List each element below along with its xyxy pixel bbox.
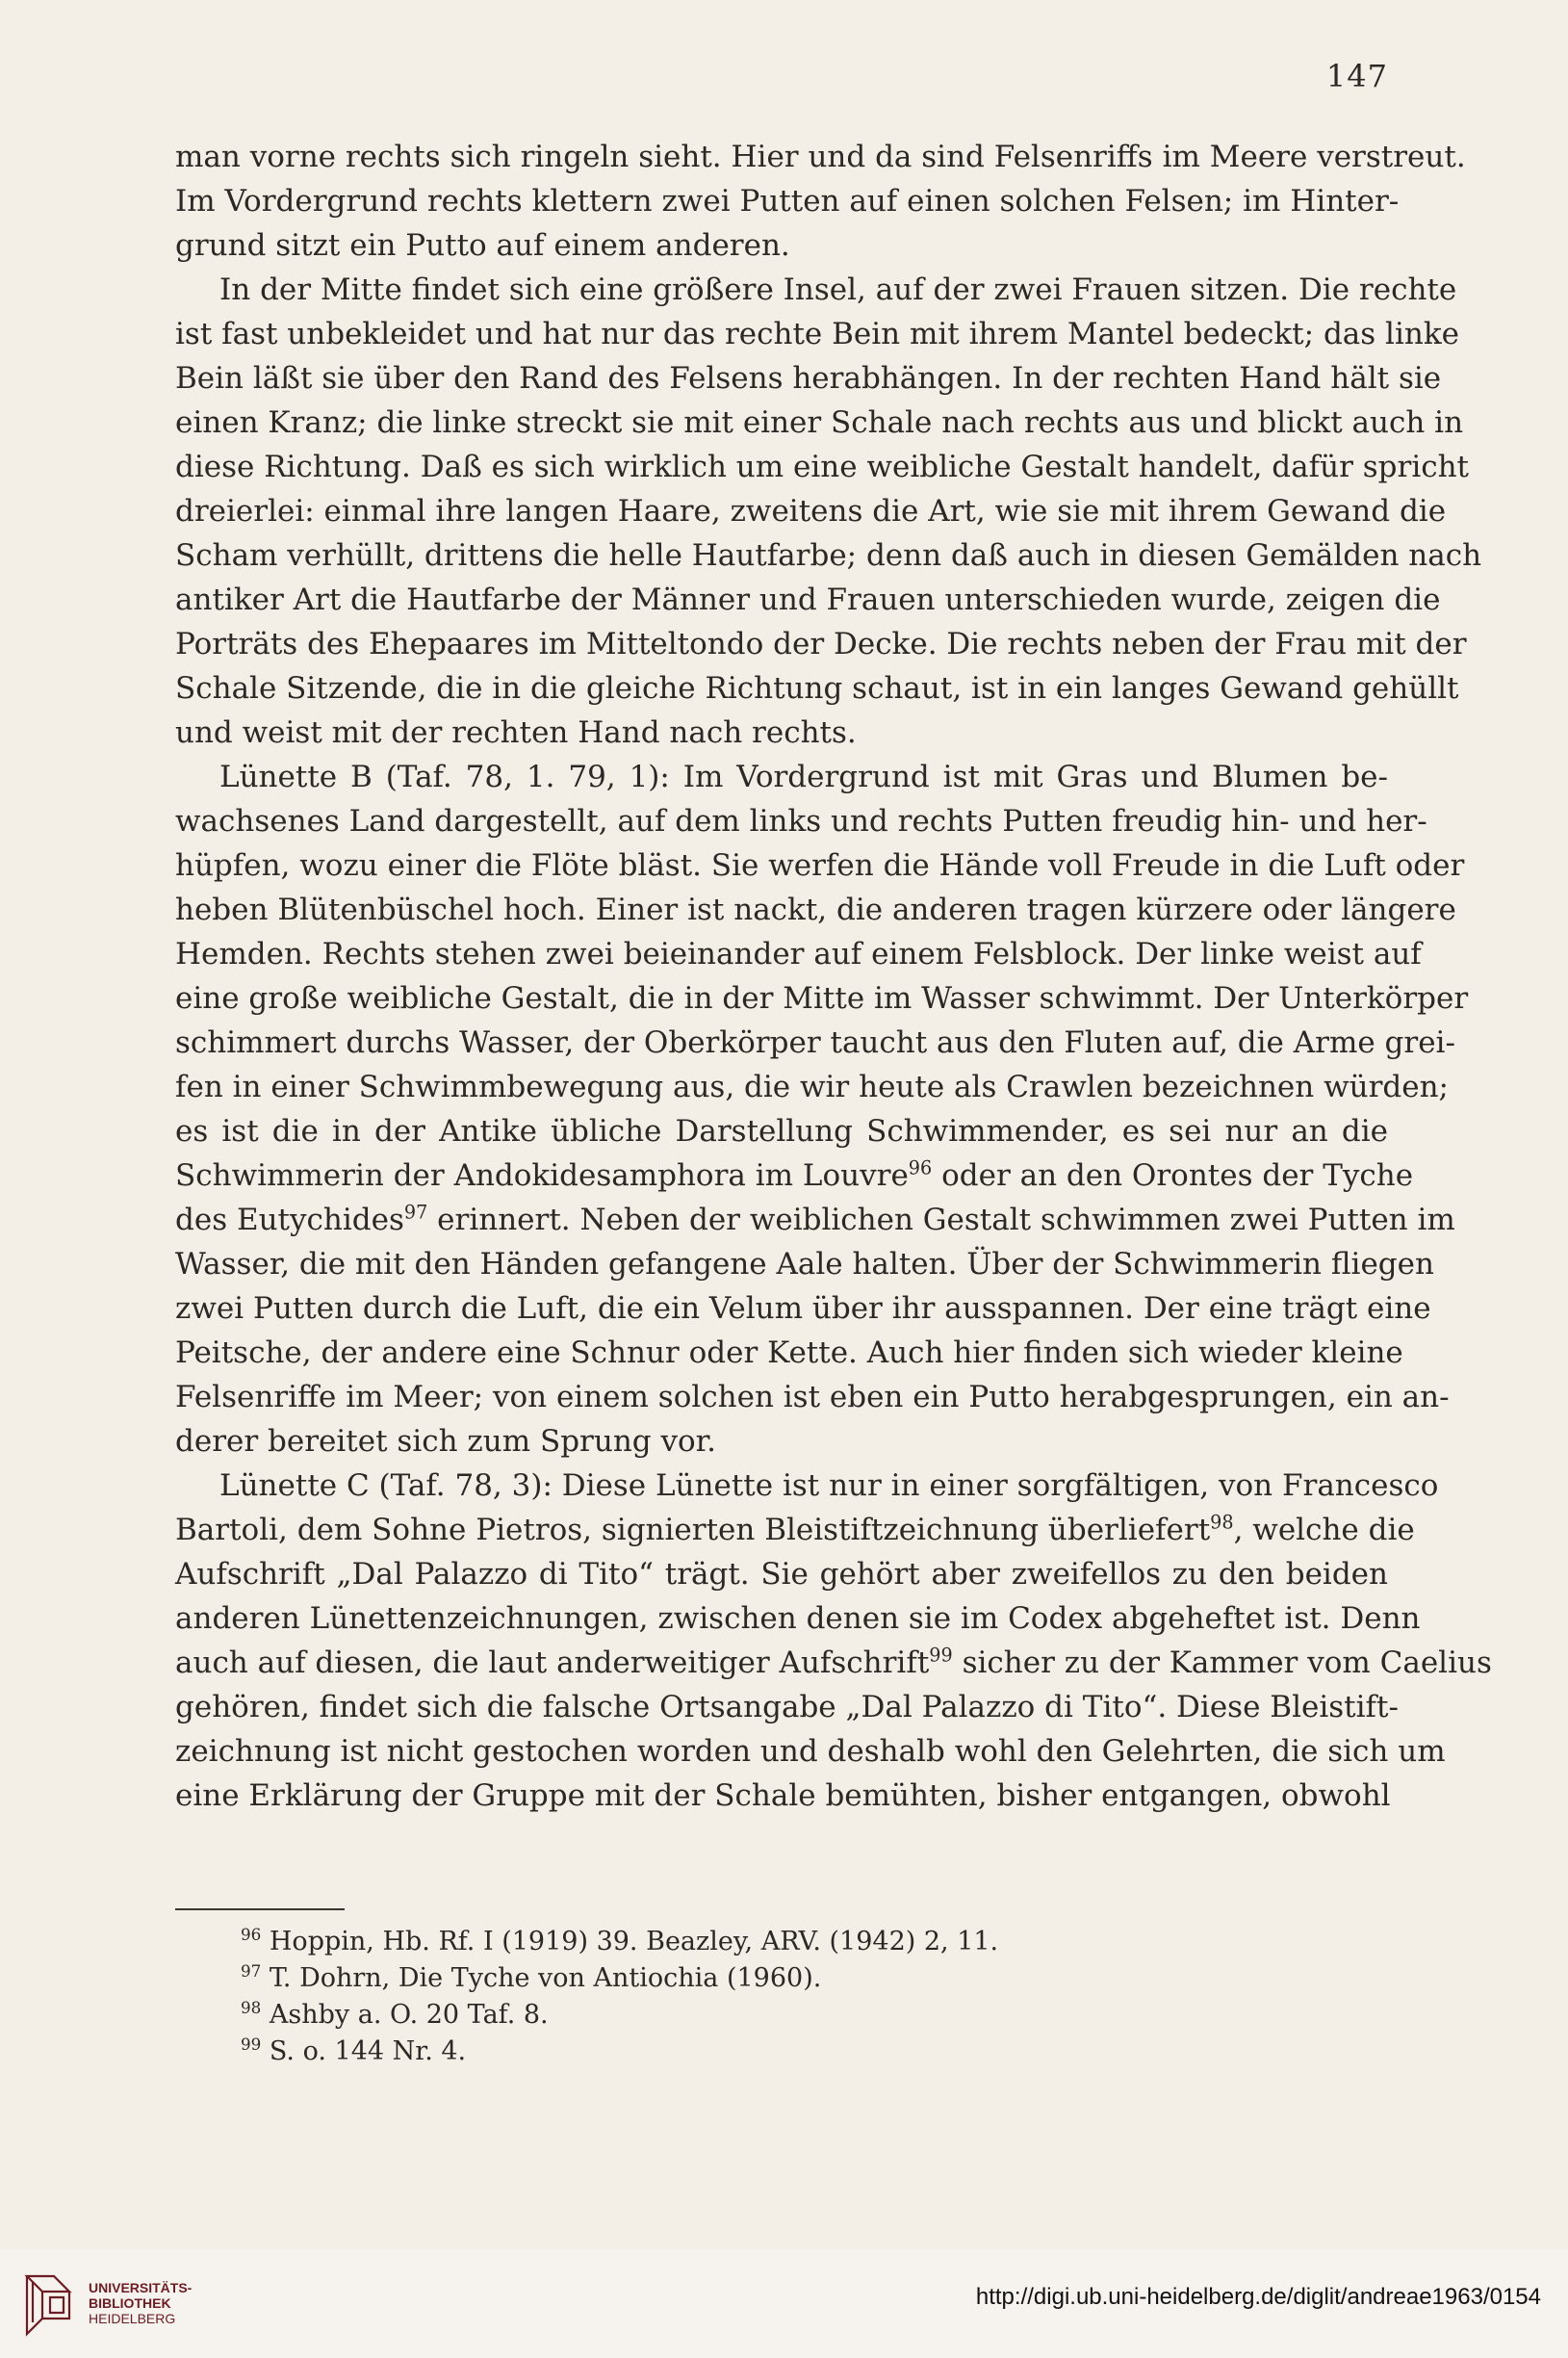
text-line: Peitsche, der andere eine Schnur oder Kette. Auch hier finden sich wieder kleine <box>175 1335 1403 1370</box>
text-line: Felsenriffe im Meer; von einem solchen ist eben ein Putto herabgesprungen, ein an- <box>175 1380 1450 1414</box>
text-line: heben Blütenbüschel hoch. Einer ist nackt, die anderen tragen kürzere oder längere <box>175 893 1456 927</box>
footnote-text: Ashby a. O. 20 Taf. 8. <box>269 2000 549 2030</box>
footnote <box>241 1997 1299 2034</box>
footnote-ref: 96 <box>908 1156 933 1179</box>
footnote <box>241 2034 1299 2070</box>
text-line: es ist die in der Antike übliche Darstellung Schwimmender, es sei nur an die <box>175 1114 1388 1149</box>
text-line: fen in einer Schwimmbewegung aus, die wir heute als Crawlen bezeichnen würden; <box>175 1070 1449 1104</box>
text-line: Im Vordergrund rechts klettern zwei Putten auf einen solchen Felsen; im Hinter- <box>175 184 1400 219</box>
footnote-divider <box>175 1908 345 1910</box>
text-line: eine Erklärung der Gruppe mit der Schale bemühten, bisher entgangen, obwohl <box>175 1778 1391 1813</box>
footnote <box>241 1960 1299 1997</box>
text-line: In der Mitte findet sich eine größere Insel, auf der zwei Frauen sitzen. Die rechte <box>219 272 1457 307</box>
text-line: man vorne rechts sich ringeln sieht. Hier und da sind Felsenriffs im Meere verstreut. <box>175 140 1466 174</box>
text-line: eine große weibliche Gestalt, die in der Mitte im Wasser schwimmt. Der Unterkörper <box>175 981 1469 1016</box>
text-line: gehören, findet sich die falsche Ortsangabe „Dal Palazzo di Tito“. Diese Bleistift- <box>175 1690 1399 1724</box>
footnote-text: T. Dohrn, Die Tyche von Antiochia (1960). <box>269 1963 822 1993</box>
text-line: Scham verhüllt, drittens die helle Hautfarbe; denn daß auch in diesen Gemälden nach <box>175 538 1482 573</box>
text-line: derer bereitet sich zum Sprung vor. <box>175 1424 716 1459</box>
text-line: und weist mit der rechten Hand nach rechts. <box>175 715 857 750</box>
footnote-ref: 98 <box>1210 1511 1234 1534</box>
text-line: Wasser, die mit den Händen gefangene Aale halten. Über der Schwimmerin fliegen <box>175 1247 1434 1282</box>
footnote-ref: 99 <box>929 1644 953 1667</box>
text-line: Hemden. Rechts stehen zwei beieinander auf einem Felsblock. Der linke weist auf <box>175 937 1422 972</box>
text-line: antiker Art die Hautfarbe der Männer und Frauen unterschieden wurde, zeigen die <box>175 583 1441 617</box>
text-line: wachsenes Land dargestellt, auf dem links und rechts Putten freudig hin- und her- <box>175 804 1427 839</box>
library-logo-icon <box>21 2267 75 2344</box>
text-line: Lünette C (Taf. 78, 3): Diese Lünette ist nur in einer sorgfältigen, von Francesco <box>219 1468 1439 1503</box>
footer-bar <box>0 2249 1568 2358</box>
text-line: grund sitzt ein Putto auf einem anderen. <box>175 228 790 263</box>
text-line: Porträts des Ehepaares im Mitteltondo der Decke. Die rechts neben der Frau mit der <box>175 627 1467 661</box>
library-name <box>89 2280 192 2326</box>
text-line: Lünette B (Taf. 78, 1. 79, 1): Im Vordergrund ist mit Gras und Blumen be- <box>219 760 1388 794</box>
text-line: auch auf diesen, die laut anderweitiger Aufschrift$^{99}$ sicher zu der Kammer vom Caelius <box>175 1644 1492 1680</box>
footnote-text: S. o. 144 Nr. 4. <box>269 2036 467 2066</box>
footnote <box>241 1924 1299 1960</box>
text-line: zeichnung ist nicht gestochen worden und deshalb wohl den Gelehrten, die sich um <box>175 1734 1446 1769</box>
text-line: hüpfen, wozu einer die Flöte bläst. Sie werfen die Hände voll Freude in die Luft oder <box>175 848 1465 883</box>
library-name-line: HEIDELBERG <box>89 2311 176 2326</box>
text-line: anderen Lünettenzeichnungen, zwischen denen sie im Codex abgeheftet ist. Denn <box>175 1601 1421 1636</box>
text-line: ist fast unbekleidet und hat nur das rechte Bein mit ihrem Mantel bedeckt; das linke <box>175 317 1459 351</box>
text-line: Schale Sitzende, die in die gleiche Richtung schaut, ist in ein langes Gewand gehüllt <box>175 671 1459 706</box>
text-line: Schwimmerin der Andokidesamphora im Louvre$^{96}$ oder an den Orontes der Tyche <box>175 1156 1414 1193</box>
footnotes <box>241 1924 1299 2070</box>
page-number: 147 <box>1325 58 1388 94</box>
text-line: Bein läßt sie über den Rand des Felsens herabhängen. In der rechten Hand hält sie <box>175 361 1442 396</box>
library-name-line: UNIVERSITÄTS- <box>89 2280 193 2295</box>
library-name-line: BIBLIOTHEK <box>89 2295 171 2311</box>
text-line: zwei Putten durch die Luft, die ein Velum über ihr ausspannen. Der eine trägt eine <box>175 1291 1431 1326</box>
footnote-text: Hoppin, Hb. Rf. I (1919) 39. Beazley, ARV. (1942) 2, 11. <box>269 1927 999 1956</box>
text-line: einen Kranz; die linke streckt sie mit einer Schale nach rechts aus und blickt auch in <box>175 405 1464 440</box>
text-line: Aufschrift „Dal Palazzo di Tito“ trägt. Sie gehört aber zweifellos zu den beiden <box>175 1557 1388 1592</box>
text-line: diese Richtung. Daß es sich wirklich um eine weibliche Gestalt handelt, dafür spricht <box>175 450 1470 484</box>
text-line: schimmert durchs Wasser, der Oberkörper taucht aus den Fluten auf, die Arme grei- <box>175 1025 1455 1060</box>
source-url-link[interactable]: http://digi.ub.uni-heidelberg.de/diglit/andreae1963/0154 <box>975 2284 1541 2310</box>
footnote-number: 96 <box>241 1925 262 1944</box>
footnote-number: 98 <box>241 1998 262 2017</box>
text-line: Bartoli, dem Sohne Pietros, signierten Bleistiftzeichnung überliefert$^{98}$, welche die <box>175 1511 1415 1547</box>
footnote-number: 99 <box>241 2034 262 2054</box>
text-line: dreierlei: einmal ihre langen Haare, zweitens die Art, wie sie mit ihrem Gewand die <box>175 494 1447 529</box>
text-line: des Eutychides$^{97}$ erinnert. Neben der weiblichen Gestalt schwimmen zwei Putten im <box>175 1201 1455 1237</box>
footnote-ref: 97 <box>403 1201 428 1224</box>
footnote-number: 97 <box>241 1961 262 1981</box>
body-text <box>175 135 1492 1818</box>
